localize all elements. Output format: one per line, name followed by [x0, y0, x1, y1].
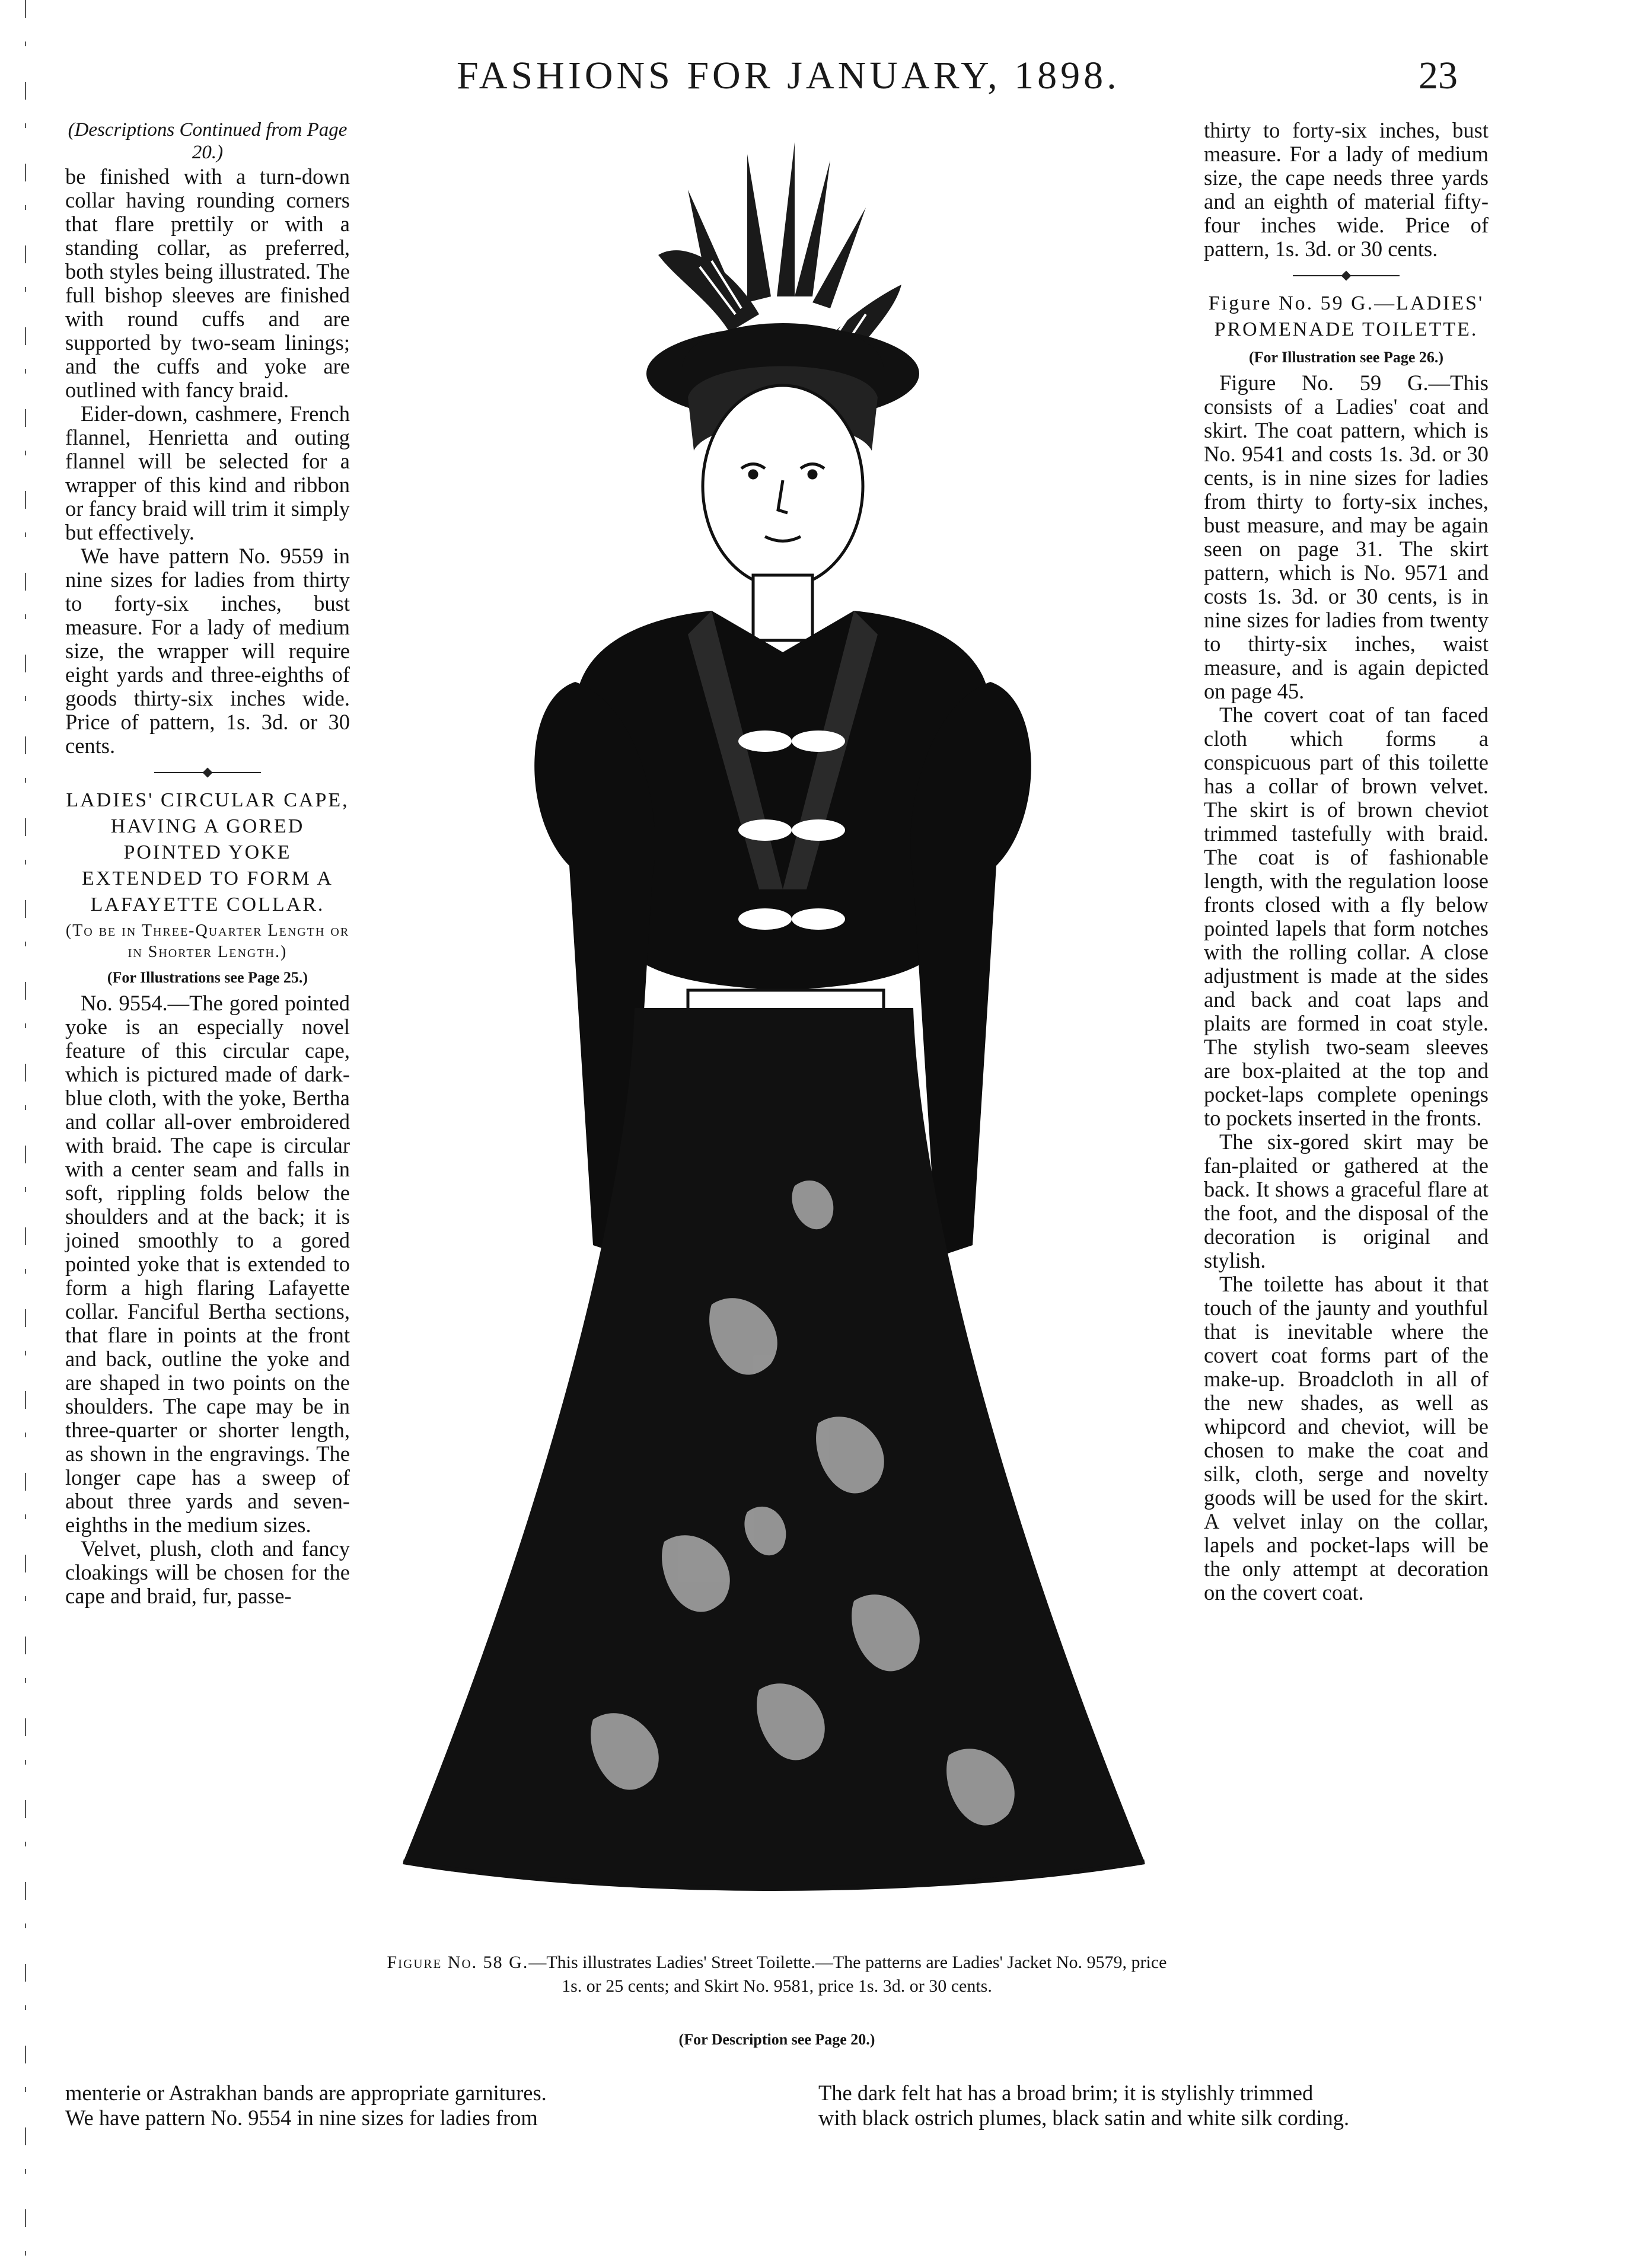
left-paragraph-1: be finished with a turn-down collar having rounding corners that flare prettily or with a standing collar, as preferred, both styles being illustrated. The full bishop sleeves are finished with round cuffs and are supported by two-seam linings; and the cuffs and yoke are outlined with fancy braid.	[65, 164, 350, 402]
high-collar	[753, 575, 812, 640]
figure-caption	[380, 1951, 1174, 1998]
right-paragraph-2: Figure No. 59 G.—This consists of a Ladies' coat and skirt. The coat pattern, which is No. 9541 and costs 1s. 3d. or 30 cents, is in nine sizes for ladies from thirty to forty-six inches, bust measure, and may be again seen on page 31. The skirt pattern, which is No. 9571 and costs 1s. 3d. or 30 cents, is in nine sizes for ladies from twenty to thirty-six inches, waist measure, and is again depicted on page 45.	[1204, 371, 1489, 703]
right-paragraph-1: thirty to forty-six inches, bust measure. For a lady of medium size, the cape needs three yards and an eighth of material fifty-four inches wide. Price of pattern, 1s. 3d. or 30 cents.	[1204, 118, 1489, 261]
bottom-line-1-right: The dark felt hat has a broad brim; it is stylishly trimmed	[818, 2081, 1314, 2105]
page-header	[0, 43, 1651, 108]
promenade-illustration-ref: (For Illustration see Page 26.)	[1248, 349, 1444, 366]
right-paragraph-3: The covert coat of tan faced cloth which forms a conspicuous part of this toilette has a collar of brown velvet. The skirt is of brown cheviot trimmed tastefully with braid. The coat is of fashionable length, with the regulation loose fronts closed with a fly below pointed lapels that form notches with the rolling collar. A close adjustment is made at the sides and back and coat laps and plaits are formed in coat style. The stylish two-seam sleeves are box-plaited at the top and pocket-laps complete openings to pockets inserted in the fronts.	[1204, 703, 1489, 1130]
right-paragraph-5: The toilette has about it that touch of the jaunty and youthful that is inevitable where the covert coat forms part of the make-up. Broadcloth in all of the new shades, as well as whipcord and cheviot, will be chosen to make the coat and silk, cloth, serge and novelty goods will be used for the skirt. A velvet inlay on the collar, lapels and pocket-laps will be the only attempt at decoration on the covert coat.	[1204, 1272, 1489, 1604]
running-title: FASHIONS FOR JANUARY, 1898.	[457, 54, 1120, 97]
scan-margin-line	[24, 0, 27, 2265]
divider-ornament	[203, 768, 213, 778]
left-paragraph-4: No. 9554.—The gored pointed yoke is an especially novel feature of this circular cape, which is pictured made of dark-blue cloth, with the yoke, Bertha and collar all-over embroidered with braid. The cape is circular with a center seam and falls in soft, rippling folds below the shoulders and at the back; it is joined smoothly to a gored pointed yoke that is extended to form a high flaring Lafayette collar. Fanciful Bertha sections, that flare in points at the front and back, outline the yoke and are shaped in two points on the shoulders. The cape may be in three-quarter or shorter length, as shown in the engravings. The longer cape has a sweep of about three yards and seven-eighths in the medium sizes.	[65, 991, 350, 1537]
figure-caption-label: Figure No. 58 G.	[387, 1953, 529, 1972]
bottom-line-2-left: We have pattern No. 9554 in nine sizes for ladies from	[65, 2106, 538, 2130]
cape-section-subtitle: (To be in Three-Quarter Length or in Shorter Length.)	[65, 921, 350, 961]
bottom-line-2-right: with black ostrich plumes, black satin and white silk cording.	[818, 2106, 1350, 2130]
figure-caption-text: —This illustrates Ladies' Street Toilette.—The patterns are Ladies' Jacket No. 9579, price 1s. or 25 cents; and Skirt No. 9581, price 1s. 3d. or 30 cents.	[528, 1953, 1167, 1996]
continued-note: (Descriptions Continued from Page 20.)	[68, 119, 348, 163]
right-column	[1204, 119, 1489, 1604]
right-section-divider	[1293, 275, 1400, 276]
fashion-plate-illustration	[380, 119, 1168, 1897]
left-column	[65, 119, 350, 1608]
right-divider-ornament	[1341, 271, 1352, 281]
page-number: 23	[1419, 54, 1458, 97]
figure-description-ref: (For Description see Page 20.)	[678, 2031, 875, 2048]
left-paragraph-5: Velvet, plush, cloth and fancy cloakings will be chosen for the cape and braid, fur, passe-	[65, 1536, 350, 1608]
right-paragraph-4: The six-gored skirt may be fan-plaited or gathered at the back. It shows a graceful flare at the foot, and the disposal of the decoration is original and stylish.	[1204, 1130, 1489, 1272]
cape-illustration-ref: (For Illustrations see Page 25.)	[107, 969, 308, 986]
promenade-section-title: Figure No. 59 G.—LADIES' PROMENADE TOILETTE.	[1208, 292, 1484, 340]
left-paragraph-2: Eider-down, cashmere, French flannel, Henrietta and outing flannel will be selected for a wrapper of this kind and ribbon or fancy braid will trim it simply but effectively.	[65, 401, 350, 544]
cape-section-title: LADIES' CIRCULAR CAPE, HAVING A GORED POINTED YOKE EXTENDED TO FORM A LAFAYETTE COLLAR.	[66, 789, 349, 916]
street-toilette-figure	[380, 119, 1168, 1897]
bottom-line-1-left: menterie or Astrakhan bands are appropriate garnitures.	[65, 2081, 547, 2105]
left-paragraph-3: We have pattern No. 9559 in nine sizes for ladies from thirty to forty-six inches, bust measure. For a lady of medium size, the wrapper will require eight yards and three-eighths of goods thirty-six inches wide. Price of pattern, 1s. 3d. or 30 cents.	[65, 544, 350, 758]
skirt	[403, 1008, 1145, 1889]
scan-margin-mark	[24, 0, 27, 2265]
section-divider	[154, 772, 261, 773]
